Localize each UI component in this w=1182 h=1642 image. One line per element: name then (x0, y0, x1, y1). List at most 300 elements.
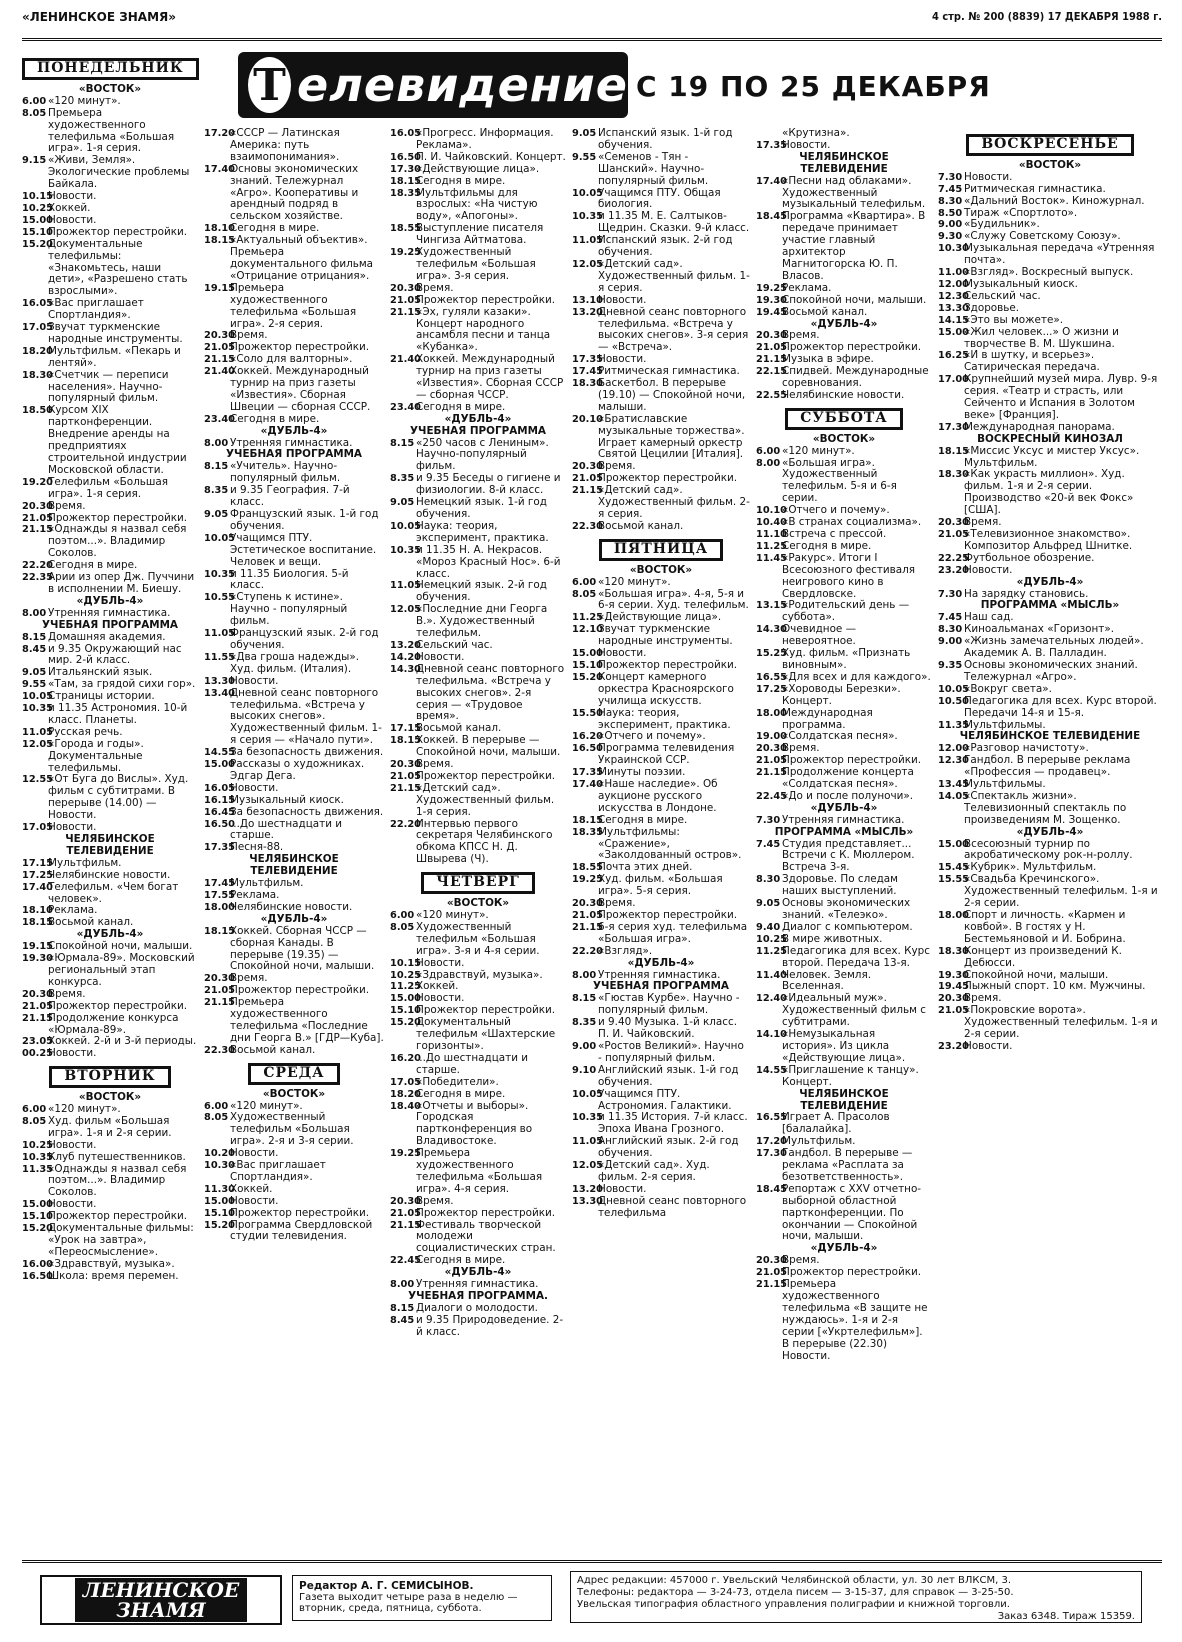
program-title: Прожектор перестройки. (782, 1266, 922, 1279)
program-title: «Действующие лица». (598, 611, 722, 624)
program-time: 20.10 (572, 413, 603, 425)
program-title: Реклама. (230, 889, 280, 901)
program-entry (390, 580, 566, 604)
program-entry (938, 910, 1162, 946)
program-time: 17.35 (756, 139, 787, 151)
program-title: Прожектор перестройки. (48, 999, 188, 1012)
program-time: 8.50 (938, 207, 963, 219)
program-time: 17.30 (756, 1148, 787, 1160)
program-time: 17.00 (938, 374, 969, 386)
program-title: Новости. (416, 956, 465, 969)
program-title: Основы экономических знаний. Тележурнал «Агро». (964, 658, 1138, 683)
program-time (756, 128, 782, 140)
program-title: Прожектор перестройки. (48, 511, 188, 524)
program-entry (390, 604, 566, 640)
program-time: 15.20 (22, 1223, 53, 1235)
program-time: 18.35 (572, 826, 603, 838)
program-title: Программа Свердловской студии телевидения. (230, 1218, 373, 1243)
program-time: 21.40 (204, 366, 235, 378)
channel-heading: ПРОГРАММА «МЫСЛЬ» (774, 825, 914, 838)
program-time: 15.10 (390, 1005, 421, 1017)
program-title: Спорт и личность. «Кармен и ковбой». В гостях у Н. Бестемьяновой и И. Бобрина. (964, 909, 1126, 945)
program-time: 12.55 (22, 774, 53, 786)
program-entry (572, 1065, 750, 1089)
program-title: Утренняя гимнастика. (230, 436, 353, 449)
program-entry (572, 577, 750, 589)
program-time: 12.40 (756, 993, 787, 1005)
program-entry (204, 819, 384, 843)
program-time: 10.20 (204, 1148, 235, 1160)
logo-line-1: ЛЕНИНСКОЕ (82, 1578, 240, 1602)
program-time: 8.00 (756, 457, 781, 469)
program-time: 11.40 (756, 969, 787, 981)
program-time: 8.15 (390, 1302, 415, 1314)
program-title: Продолжение конкурса «Юрмала-89». (48, 1011, 179, 1036)
schedule-column-6 (938, 128, 1162, 1053)
program-time: 14.10 (756, 1029, 787, 1041)
program-title: Дневной сеанс повторного телефильма. «Встреча у высоких снегов». 3-я серия — «Встреча». (598, 305, 749, 354)
program-entry (390, 438, 566, 474)
program-title: «Детский сад». Художественный фильм. 1-я серия. (416, 781, 555, 818)
program-title: Новости. (48, 1047, 97, 1060)
program-title: и 11.35 Н. А. Некрасов. «Мороз Красный Нос». 6-й класс. (416, 543, 561, 580)
program-entry (204, 461, 384, 485)
program-time: 16.50 (572, 743, 603, 755)
phones-line: Телефоны: редактора — 3-24-73, отдела писем — 3-15-37, для справок — 3-25-50. (577, 1587, 1014, 1598)
channel-heading: ЧЕЛЯБИНСКОЕ ТЕЛЕВИДЕНИЕ (249, 853, 339, 878)
publication-schedule: Газета выходит четыре раза в неделю — вторник, среда, пятница, суббота. (299, 1592, 518, 1614)
channel-heading: «ВОСТОК» (446, 897, 510, 910)
program-title: Всесоюзный турнир по акробатическому рок-н-роллу. (964, 837, 1133, 862)
program-title: В мире животных. (782, 932, 883, 945)
day-heading (22, 58, 198, 80)
program-time: 16.05 (204, 782, 235, 794)
program-time: 21.05 (22, 512, 53, 524)
program-entry (22, 322, 198, 346)
program-entry (204, 1184, 384, 1196)
program-entry (390, 521, 566, 545)
program-time: 11.05 (204, 628, 235, 640)
channel-heading: УЧЕБНАЯ ПРОГРАММА (226, 448, 362, 461)
program-time: 8.35 (390, 473, 415, 485)
program-time: 7.30 (938, 171, 963, 183)
program-entry (22, 870, 198, 882)
program-time: 12.05 (572, 1160, 603, 1172)
program-title: Сельский час. (964, 289, 1041, 302)
program-title: Немецкий язык. 1-й год обучения. (416, 496, 547, 520)
program-time: 17.30 (390, 163, 421, 175)
program-time: 22.30 (204, 1044, 235, 1056)
program-entry (756, 283, 932, 295)
program-title: и 9.35 Беседы о гигиене и физиологии. 8-й класс. (416, 472, 561, 497)
program-entry (756, 684, 932, 708)
program-time: 20.30 (756, 330, 787, 342)
program-time: 15.55 (938, 874, 969, 886)
program-title: Сегодня в мире. (416, 174, 506, 187)
channel-heading: «ВОСТОК» (78, 1091, 142, 1104)
program-title: Баскетбол. В перерыве (19.10) — Спокойной ночи, малыши. (598, 377, 746, 413)
program-title: «Детский сад». Художественный фильм. 2-я серия. (598, 484, 750, 520)
channel-heading: «ДУБЛЬ-4» (810, 801, 878, 814)
program-time: 12.05 (390, 604, 421, 616)
program-time: 8.15 (572, 993, 597, 1005)
program-title: Прожектор перестройки. (598, 909, 738, 921)
program-time: 17.35 (572, 354, 603, 366)
program-title: Музыка в эфире. (782, 353, 874, 366)
program-time: 11.35 (22, 1163, 53, 1175)
program-title: и 9.35 Окружающий нас мир. 2-й класс. (48, 642, 182, 667)
program-time: 8.30 (756, 874, 781, 886)
program-title: Премьера художественного телефильма «В защите не нуждаюсь». 1-я и 2-я серии [«Укртелефильм»]. В перерыве (22.30) Новости. (782, 1278, 928, 1362)
program-time: 17.40 (756, 175, 787, 187)
editor-info (292, 1575, 552, 1621)
program-entry (204, 414, 384, 426)
program-title: Международная панорама. (964, 420, 1115, 433)
program-time: 10.35 (204, 568, 235, 580)
program-time: 10.25 (756, 933, 787, 945)
program-time: 21.05 (756, 755, 787, 767)
program-entry (204, 592, 384, 628)
program-title: «Семенов - Тян - Шанский». Научно-популярный фильм. (598, 150, 709, 187)
program-entry (756, 307, 932, 319)
program-time: 11.35 (938, 719, 969, 731)
program-time: 16.20 (572, 731, 603, 743)
program-title: «Прогресс. Информация. Реклама». (416, 127, 554, 151)
program-entry (22, 96, 198, 108)
program-time: 19.45 (756, 306, 787, 318)
program-entry (22, 989, 198, 1001)
program-title: Новости. (598, 647, 647, 660)
program-entry (204, 366, 384, 414)
program-title: Футбольное обозрение. (964, 551, 1095, 564)
channel-heading: «ДУБЛЬ-4» (810, 1242, 878, 1255)
program-title: Реклама. (782, 281, 832, 294)
program-entry (22, 727, 198, 739)
program-entry (204, 783, 384, 795)
channel-heading: «ДУБЛЬ-4» (260, 424, 328, 437)
program-time: 10.15 (22, 191, 53, 203)
program-time: 21.05 (938, 529, 969, 540)
program-time: 20.30 (756, 743, 787, 755)
program-title: Время. (416, 758, 454, 771)
day-heading-label: ЧЕТВЕРГ (421, 872, 535, 894)
program-time: 21.15 (390, 782, 421, 794)
program-title: Мультфильмы. (964, 718, 1046, 731)
program-entry (938, 315, 1162, 327)
program-time: 8.05 (22, 1115, 47, 1127)
program-time: 19.25 (572, 874, 603, 886)
program-entry (756, 1184, 932, 1244)
program-time: 17.20 (204, 128, 235, 139)
program-entry (938, 1041, 1162, 1053)
program-entry (756, 672, 932, 684)
program-entry (390, 783, 566, 819)
program-entry (390, 1220, 566, 1256)
schedule-column-4 (572, 128, 750, 1220)
program-entry (938, 243, 1162, 267)
program-title: «Как украсть миллион». Худ. фильм. 1-я и 2-я серии. Производство «20-й век Фокс» [США]. (964, 468, 1134, 517)
program-title: «Ракурс». Итоги I Всесоюзного фестиваля неигрового кино в Свердловске. (782, 551, 916, 600)
program-title: Немецкий язык. 2-й год обучения. (416, 579, 547, 604)
day-heading (938, 134, 1162, 156)
program-entry (756, 839, 932, 875)
program-entry (938, 327, 1162, 351)
program-title: «Здравствуй, музыка». (416, 968, 543, 981)
program-entry (756, 553, 932, 601)
program-time: 21.15 (390, 1219, 421, 1231)
program-time: 8.30 (938, 624, 963, 636)
program-title: Сегодня в мире. (782, 539, 872, 552)
program-time: 9.00 (572, 1040, 597, 1052)
program-title: Прожектор перестройки. (230, 341, 370, 354)
program-entry (572, 152, 750, 188)
program-time: 18.10 (22, 905, 53, 917)
program-time: 19.15 (22, 941, 53, 953)
program-time: 00.25 (22, 1048, 53, 1060)
program-entry (22, 155, 198, 191)
program-entry (390, 1196, 566, 1208)
program-title: Лыжный спорт. 10 км. Мужчины. (964, 980, 1146, 993)
program-title: «И в шутку, и всерьез». Сатирическая передача. (964, 349, 1100, 374)
program-title: Рассказы о художниках. Эдгар Дега. (230, 758, 365, 782)
schedule-column-5 (756, 128, 932, 1362)
program-time: 17.05 (22, 322, 53, 334)
program-title: Учащимся ПТУ. Общая биология. (598, 186, 721, 211)
program-title: Звучат туркменские народные инструменты. (48, 321, 183, 345)
program-time: 11.05 (390, 580, 421, 592)
program-entry (572, 1041, 750, 1065)
program-entry (22, 346, 198, 370)
program-entry (390, 545, 566, 581)
television-title (238, 52, 628, 118)
program-time: 8.00 (204, 437, 229, 449)
program-entry (390, 307, 566, 355)
program-time: 8.30 (938, 195, 963, 207)
program-time: 14.15 (938, 314, 969, 326)
program-entry (204, 926, 384, 974)
program-time: 15.20 (204, 1219, 235, 1231)
program-entry (22, 1001, 198, 1013)
program-title: Документальные фильмы: «Урок на завтра», «Переосмысление». (48, 1222, 194, 1258)
program-title: Хоккей. (230, 1182, 273, 1195)
program-time: 10.35 (390, 544, 421, 556)
program-title: и 9.35 Природоведение. 2-й класс. (416, 1313, 564, 1338)
program-title: «Вас приглашает Спортландия». (48, 297, 144, 322)
program-title: Прожектор перестройки. (416, 769, 556, 782)
program-time: 20.30 (572, 461, 603, 473)
program-title: «Однажды я назвал себя поэтом...». Владимир Соколов. (48, 523, 187, 560)
program-entry (22, 1271, 198, 1283)
program-time: 17.30 (938, 421, 969, 433)
program-time: 22.30 (572, 520, 603, 532)
program-entry (938, 172, 1162, 184)
program-time: 6.00 (204, 1100, 229, 1112)
program-time: 21.05 (572, 910, 603, 921)
program-time: 10.25 (22, 1139, 53, 1151)
program-title: Дневной сеанс повторного телефильма. «Встреча у высоких снегов». Художественный фильм. 1-я серия — «Начало пути». (230, 686, 382, 747)
program-entry (938, 636, 1162, 660)
program-time: 10.25 (22, 202, 53, 214)
program-title: «Служу Советскому Союзу». (964, 230, 1121, 243)
program-entry (22, 774, 198, 822)
program-title: Хоккей. Международный турнир на приз газеты «Известия». Сборная СССР — сборная ЧССР. (416, 353, 564, 401)
program-title: Музыкальная передача «Утренняя почта». (964, 242, 1155, 267)
program-entry (204, 164, 384, 224)
program-title: Почта этих дней. (598, 861, 693, 874)
program-time: 11.05 (572, 235, 603, 247)
program-time: 9.55 (22, 679, 47, 691)
program-title: «120 минут». (230, 1099, 303, 1112)
program-time: 6.00 (390, 910, 415, 921)
printer-line: Увельская типография областного управления полиграфии и книжной торговли. (577, 1599, 1010, 1610)
program-entry (204, 688, 384, 748)
program-entry (390, 664, 566, 724)
channel-heading: ВОСКРЕСНЫЙ КИНОЗАЛ (977, 432, 1123, 445)
program-entry (204, 128, 384, 164)
program-entry (756, 767, 932, 791)
program-time: 11.25 (572, 612, 603, 624)
program-entry (756, 176, 932, 212)
program-title: Хоккей. 2-й и 3-й периоды. (48, 1035, 197, 1048)
editor-name: Редактор А. Г. СЕМИСЫНОВ. (299, 1580, 474, 1592)
program-title: и 11.35 Астрономия. 10-й класс. Планеты. (48, 702, 188, 726)
program-entry (22, 501, 198, 513)
program-time: 11.00 (938, 267, 969, 279)
program-entry (756, 458, 932, 506)
program-entry (572, 1089, 750, 1113)
program-title: Русская речь. (48, 725, 123, 738)
program-title: Новости. (598, 1182, 647, 1195)
program-entry (756, 993, 932, 1029)
program-title: Прожектор перестройки. (416, 293, 556, 306)
program-time: 10.05 (938, 683, 969, 695)
program-title: «До и после полуночи». (782, 789, 914, 802)
program-entry (572, 874, 750, 898)
program-title: «Эх, гуляли казаки». Концерт народного ансамбля песни и танца «Кубанка». (416, 305, 551, 354)
program-time: 10.40 (756, 517, 787, 529)
program-time: 18.00 (756, 707, 787, 719)
program-title: Программа «Квартира». В передаче принимает участие главный архитектор Магнитогорска Ю. П. Власов. (782, 210, 926, 282)
program-time: 17.35 (204, 842, 235, 854)
program-time: 22.55 (756, 389, 787, 401)
program-title: Время. (48, 499, 86, 512)
program-entry (204, 676, 384, 688)
program-title: Новости. (964, 563, 1013, 576)
program-time: 20.30 (390, 759, 421, 771)
program-time: 20.30 (204, 330, 235, 342)
program-time: 10.30 (938, 243, 969, 255)
program-entry (756, 295, 932, 307)
program-title: Хоккей. Сборная ЧССР — сборная Канады. В перерыве (19.35) — Спокойной ночи, малыши. (230, 924, 375, 973)
program-entry (22, 370, 198, 406)
program-time: 14.55 (204, 747, 235, 759)
program-title: «Родительский день — суббота». (782, 599, 910, 624)
program-title: Сегодня в мире. (48, 559, 138, 572)
program-title: «Однажды я назвал себя поэтом...». Владимир Соколов. (48, 1162, 187, 1199)
program-time: 10.05 (390, 520, 421, 532)
program-title: Наука: теория, эксперимент, практика. (416, 519, 549, 544)
program-time: 11.05 (572, 1136, 603, 1148)
program-time: 17.35 (572, 767, 603, 779)
channel-heading: «ДУБЛЬ-4» (76, 928, 144, 941)
program-time: 8.05 (390, 921, 415, 933)
program-entry (572, 993, 750, 1017)
program-time: 13.20 (572, 1183, 603, 1195)
program-time: 9.05 (572, 128, 597, 139)
program-title: «Гюстав Курбе». Научно - популярный фильм. (598, 992, 740, 1017)
program-title: Прожектор перестройки. (48, 1210, 188, 1223)
program-entry (572, 259, 750, 295)
program-time: 8.05 (572, 588, 597, 600)
program-time: 15.00 (22, 1199, 53, 1211)
program-time: 18.55 (390, 223, 421, 235)
channel-heading: «ВОСТОК» (812, 432, 876, 445)
program-entry (204, 997, 384, 1045)
program-entry (938, 874, 1162, 910)
program-time: 21.05 (390, 1207, 421, 1219)
title-initial: Т (248, 57, 291, 113)
program-time: 16.50 (390, 151, 421, 163)
program-time: 14.30 (756, 624, 787, 636)
program-time: 12.00 (938, 278, 969, 290)
channel-heading: УЧЕБНАЯ ПРОГРАММА (410, 424, 546, 437)
program-entry (572, 414, 750, 462)
program-time: 23.05 (22, 1036, 53, 1048)
program-time: 8.05 (204, 1112, 229, 1124)
program-time: 8.00 (572, 969, 597, 981)
program-title: Время. (230, 972, 268, 985)
program-title: Диалог с компьютером. (782, 920, 913, 933)
program-entry (204, 1196, 384, 1208)
program-entry (204, 1045, 384, 1057)
program-entry (756, 648, 932, 672)
program-entry (756, 1112, 932, 1136)
program-title: Время. (964, 992, 1002, 1005)
program-entry (572, 307, 750, 355)
program-time: 7.45 (756, 838, 781, 850)
program-time: 19.30 (22, 953, 53, 965)
program-time: 15.20 (22, 238, 53, 250)
program-title: «От Буга до Вислы». Худ. фильм с субтитрами. В перерыве (14.00) — Новости. (48, 773, 189, 822)
program-time: 16.45 (204, 806, 235, 818)
program-title: Очевидное — невероятное. (782, 623, 857, 648)
program-entry (22, 1013, 198, 1037)
program-title: «Телевизионное знакомство». Композитор Альфред Шнитке. (964, 528, 1133, 552)
program-time: 10.10 (756, 505, 787, 517)
program-entry (572, 1112, 750, 1136)
program-entry (572, 1196, 750, 1220)
program-entry (22, 608, 198, 620)
program-time: 13.45 (938, 779, 969, 791)
program-title: Фестиваль творческой молодежи социалистических стран. (416, 1218, 556, 1255)
program-entry (22, 215, 198, 227)
program-time: 22.20 (22, 560, 53, 572)
program-time: 18.35 (390, 187, 421, 199)
program-title: Утренняя гимнастика. (48, 606, 171, 619)
program-title: Время. (416, 1194, 454, 1207)
program-title: Прожектор перестройки. (782, 754, 922, 767)
program-time: 7.45 (938, 183, 963, 195)
program-time: 22.35 (22, 572, 53, 584)
program-title: Спидвей. Международные соревнования. (782, 365, 929, 390)
program-time: 18.30 (572, 378, 603, 390)
program-time: 8.00 (22, 607, 47, 619)
program-entry (22, 572, 198, 596)
program-title: Сегодня в мире. (598, 813, 688, 826)
program-time: 9.00 (938, 636, 963, 648)
program-time: 19.30 (938, 969, 969, 981)
program-time: 9.55 (572, 151, 597, 163)
